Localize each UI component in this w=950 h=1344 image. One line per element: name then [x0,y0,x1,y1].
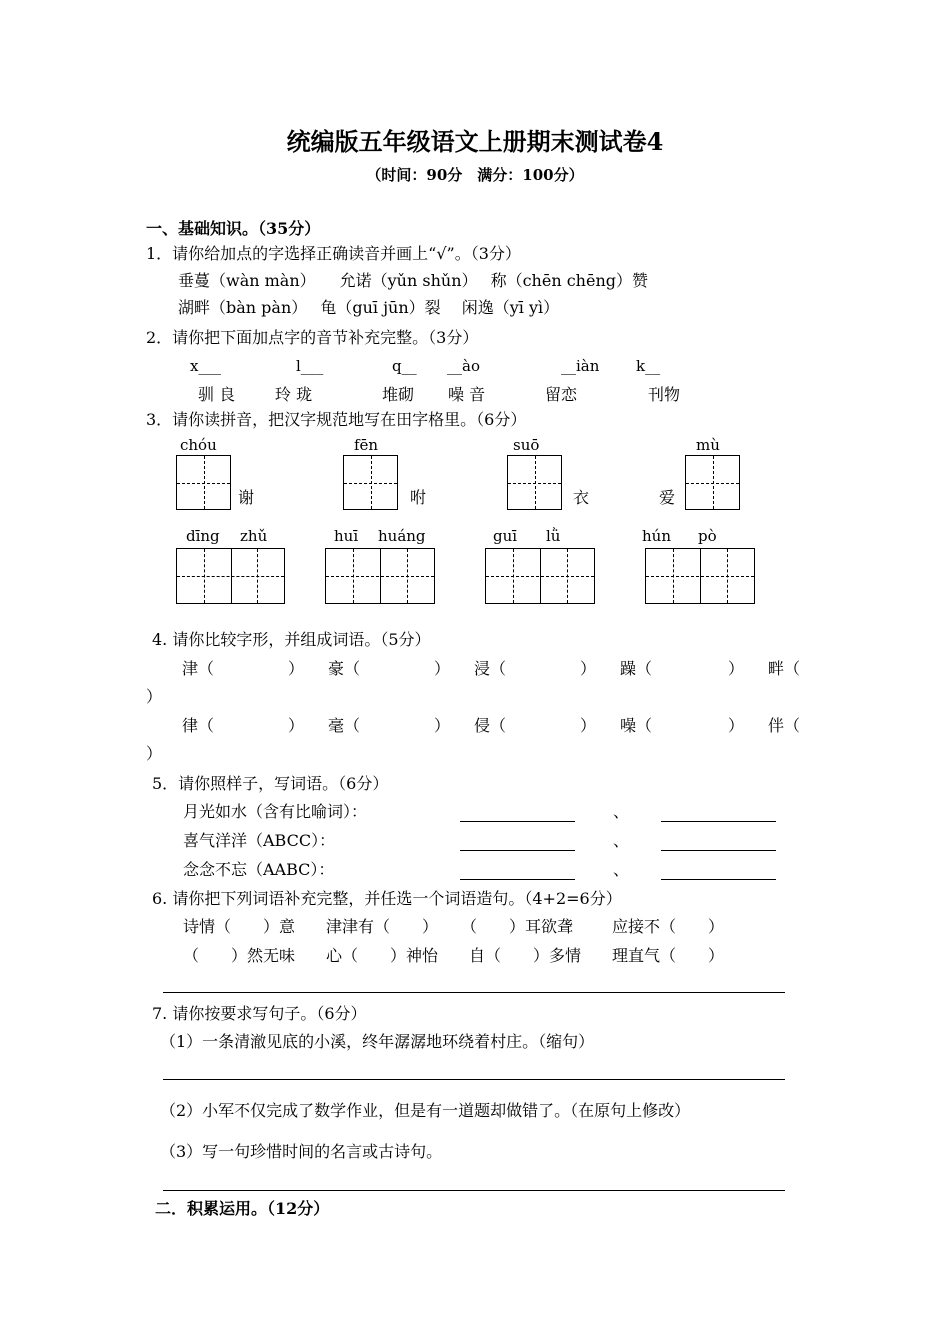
tianzige-box[interactable] [507,455,562,510]
q4-cell: ） [288,716,305,735]
q7-sentence: （2）小军不仅完成了数学作业，但是有一道题却做错了。（在原句上修改） [160,1101,691,1120]
tianzige-double-box[interactable] [645,548,755,604]
q6-stem: 6. 请你把下列词语补充完整，并任选一个词语造句。（4+2=6分） [152,889,622,908]
answer-line[interactable] [661,850,776,851]
answer-line[interactable] [460,879,575,880]
q4-cell: ） [434,716,451,735]
q3-prefix: 爱 [659,488,676,507]
q4-cell: 噪（ [620,716,653,735]
q2-word: 玲 珑 [275,385,313,404]
tianzige-box[interactable] [685,455,740,510]
q2-stem: 2．请你把下面加点字的音节补充完整。（3分） [146,328,479,347]
q2-blank: l___ [296,357,324,375]
q3-pinyin: guī [493,527,518,545]
q7-sentence: （1）一条清澈见底的小溪，终年潺潺地环绕着村庄。（缩句） [160,1032,595,1051]
q4-cell: ） [728,659,745,678]
q5-item: 月光如水（含有比喻词）： [183,802,368,821]
q3-suffix: 衣 [573,488,590,507]
q4-stem: 4. 请你比较字形，并组成词语。（5分） [152,630,431,649]
writing-line[interactable] [163,1079,785,1080]
section-2-heading: 二．积累运用。（12分） [155,1199,330,1218]
q2-blank: __ào [447,357,480,375]
q3-pinyin: suō [513,436,540,454]
q4-cell: 伴（ [768,716,801,735]
q3-pinyin: pò [698,527,717,545]
q2-blank: x___ [190,357,221,375]
q3-suffix: 谢 [238,488,255,507]
q3-pinyin: lǜ [546,527,561,545]
q5-sep: 、 [613,860,630,879]
q2-blank: k__ [636,357,661,375]
q4-cell: 豪（ [328,659,361,678]
q2-blank: __iàn [561,357,600,375]
answer-line[interactable] [460,850,575,851]
q3-suffix: 咐 [410,488,427,507]
q1-row1: 垂蔓（wàn màn） 允诺（yǔn shǔn） 称（chēn chēng）赞 [178,271,648,290]
q6-item: 诗情（ ）意 [183,917,296,936]
q4-cell: ） [288,659,305,678]
q4-cell: 律（ [182,716,215,735]
writing-line[interactable] [163,992,785,993]
q4-cell: 毫（ [328,716,361,735]
q2-word: 堆砌 [382,385,415,404]
q6-item: （ ）耳欲聋 [461,917,574,936]
q2-word: 噪 音 [448,385,486,404]
q5-item: 念念不忘（AABC）： [183,860,335,879]
q6-item: 理直气（ ） [612,946,725,965]
tianzige-double-box[interactable] [325,548,435,604]
tianzige-double-box[interactable] [485,548,595,604]
q1-row2: 湖畔（bàn pàn） 龟（guī jūn）裂 闲逸（yī yì） [178,298,560,317]
section-1-heading: 一、基础知识。（35分） [146,219,321,238]
q5-sep: 、 [613,831,630,850]
q3-pinyin: chóu [180,436,217,454]
q3-pinyin: dīng [186,527,220,545]
page-title: 统编版五年级语文上册期末测试卷4 [286,127,664,156]
q6-item: 应接不（ ） [612,917,725,936]
q4-cell: 侵（ [474,716,507,735]
q4-cell: ） [146,744,163,763]
q1-stem: 1．请你给加点的字选择正确读音并画上“√”。（3分） [146,244,521,263]
q3-pinyin: zhǔ [240,527,268,545]
tianzige-double-box[interactable] [176,548,285,604]
q2-word: 驯 良 [198,385,236,404]
writing-line[interactable] [163,1190,785,1191]
q3-pinyin: huáng [378,527,426,545]
q5-item: 喜气洋洋（ABCC）： [183,831,336,850]
q4-cell: ） [728,716,745,735]
q3-pinyin: huī [334,527,359,545]
q3-pinyin: hún [642,527,671,545]
q4-cell: 浸（ [474,659,507,678]
q7-sentence: （3）写一句珍惜时间的名言或古诗句。 [160,1142,443,1161]
q2-word: 留恋 [545,385,578,404]
answer-line[interactable] [661,821,776,822]
q6-item: 自（ ）多情 [469,946,582,965]
q6-item: 心（ ）神怡 [326,946,439,965]
q2-blank: q__ [392,357,417,375]
page-subtitle: （时间：90分 满分：100分） [366,166,584,184]
q4-cell: ） [580,659,597,678]
q4-cell: ） [146,687,163,706]
answer-line[interactable] [460,821,575,822]
q4-cell: 畔（ [768,659,801,678]
q4-cell: 津（ [182,659,215,678]
q4-cell: ） [434,659,451,678]
answer-line[interactable] [661,879,776,880]
q2-word: 刊物 [648,385,681,404]
q3-pinyin: mù [696,436,720,454]
q6-item: 津津有（ ） [326,917,439,936]
q4-cell: ） [580,716,597,735]
tianzige-box[interactable] [176,455,231,510]
q3-pinyin: fēn [354,436,379,454]
q3-stem: 3．请你读拼音，把汉字规范地写在田字格里。（6分） [146,410,527,429]
q4-cell: 躁（ [620,659,653,678]
tianzige-box[interactable] [343,455,398,510]
q5-sep: 、 [613,802,630,821]
q6-item: （ ）然无味 [183,946,296,965]
q5-stem: 5．请你照样子，写词语。（6分） [152,774,389,793]
q7-stem: 7. 请你按要求写句子。（6分） [152,1004,367,1023]
